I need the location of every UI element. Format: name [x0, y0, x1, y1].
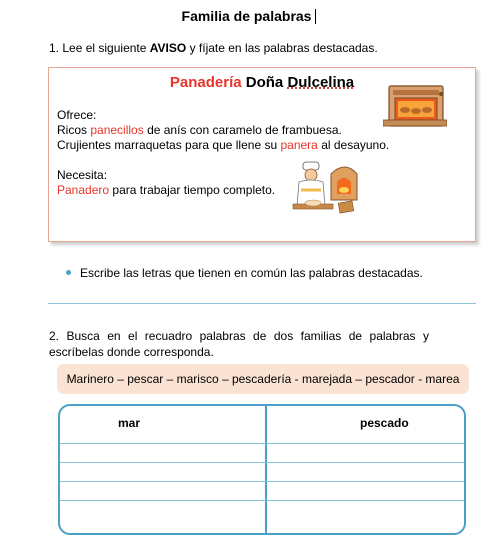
- table-row-line: [60, 500, 464, 501]
- question-2-number: 2.: [49, 329, 60, 343]
- notice-title-bakery: Panadería: [169, 74, 242, 91]
- offer-line-1: [57, 123, 342, 138]
- question-1-text-after: y fíjate en las palabras destacadas.: [189, 41, 378, 55]
- offer-line-1-post: de anís con caramelo de frambuesa.: [147, 123, 342, 137]
- bullet-instruction: Escribe las letras que tienen en común las palabras destacadas.: [80, 266, 423, 280]
- page-title-text: Familia de palabras: [181, 8, 312, 24]
- word-box: Marinero – pescar – marisco – pescadería - marejada – pescador - marea: [57, 364, 469, 394]
- notice-title-name: Dulcelina: [287, 74, 355, 91]
- column-header-pescado: pescado: [360, 416, 409, 430]
- bullet-icon: [66, 270, 71, 275]
- needs-line: [57, 183, 275, 198]
- answer-table: [58, 404, 466, 535]
- offer-line-2: [57, 138, 389, 153]
- highlight-panadero: Panadero: [57, 183, 110, 197]
- offer-line-2-post: al desayuno.: [321, 138, 390, 152]
- question-2: [49, 328, 429, 360]
- question-1-bold-word: AVISO: [149, 41, 187, 55]
- separator-line: [48, 303, 476, 304]
- question-1-number: 1.: [49, 41, 60, 55]
- needs-heading: Necesita:: [57, 168, 108, 182]
- column-divider: [265, 406, 267, 533]
- offers-heading: Ofrece:: [57, 108, 97, 122]
- question-1-text-before: Lee el siguiente: [62, 41, 147, 55]
- highlight-panera: panera: [280, 138, 318, 152]
- table-row-line: [60, 443, 464, 444]
- column-header-mar: mar: [118, 416, 141, 430]
- offer-line-2-pre: Crujientes marraquetas para que llene su: [57, 138, 278, 152]
- text-cursor: [315, 9, 316, 24]
- needs-line-post: para trabajar tiempo completo.: [112, 183, 276, 197]
- question-1: [49, 41, 378, 55]
- table-row-line: [60, 481, 464, 482]
- highlight-panecillos: panecillos: [90, 123, 144, 137]
- table-row-line: [60, 462, 464, 463]
- notice-box: [48, 67, 476, 242]
- bread-oven-icon: [383, 84, 447, 130]
- notice-title-dona: Doña: [245, 74, 284, 91]
- question-2-text: Busca en el recuadro palabras de dos familias de palabras y escríbelas donde corresponda.: [49, 329, 429, 359]
- offer-line-1-pre: Ricos: [57, 123, 88, 137]
- page-title: [0, 8, 498, 24]
- baker-icon: [287, 160, 367, 218]
